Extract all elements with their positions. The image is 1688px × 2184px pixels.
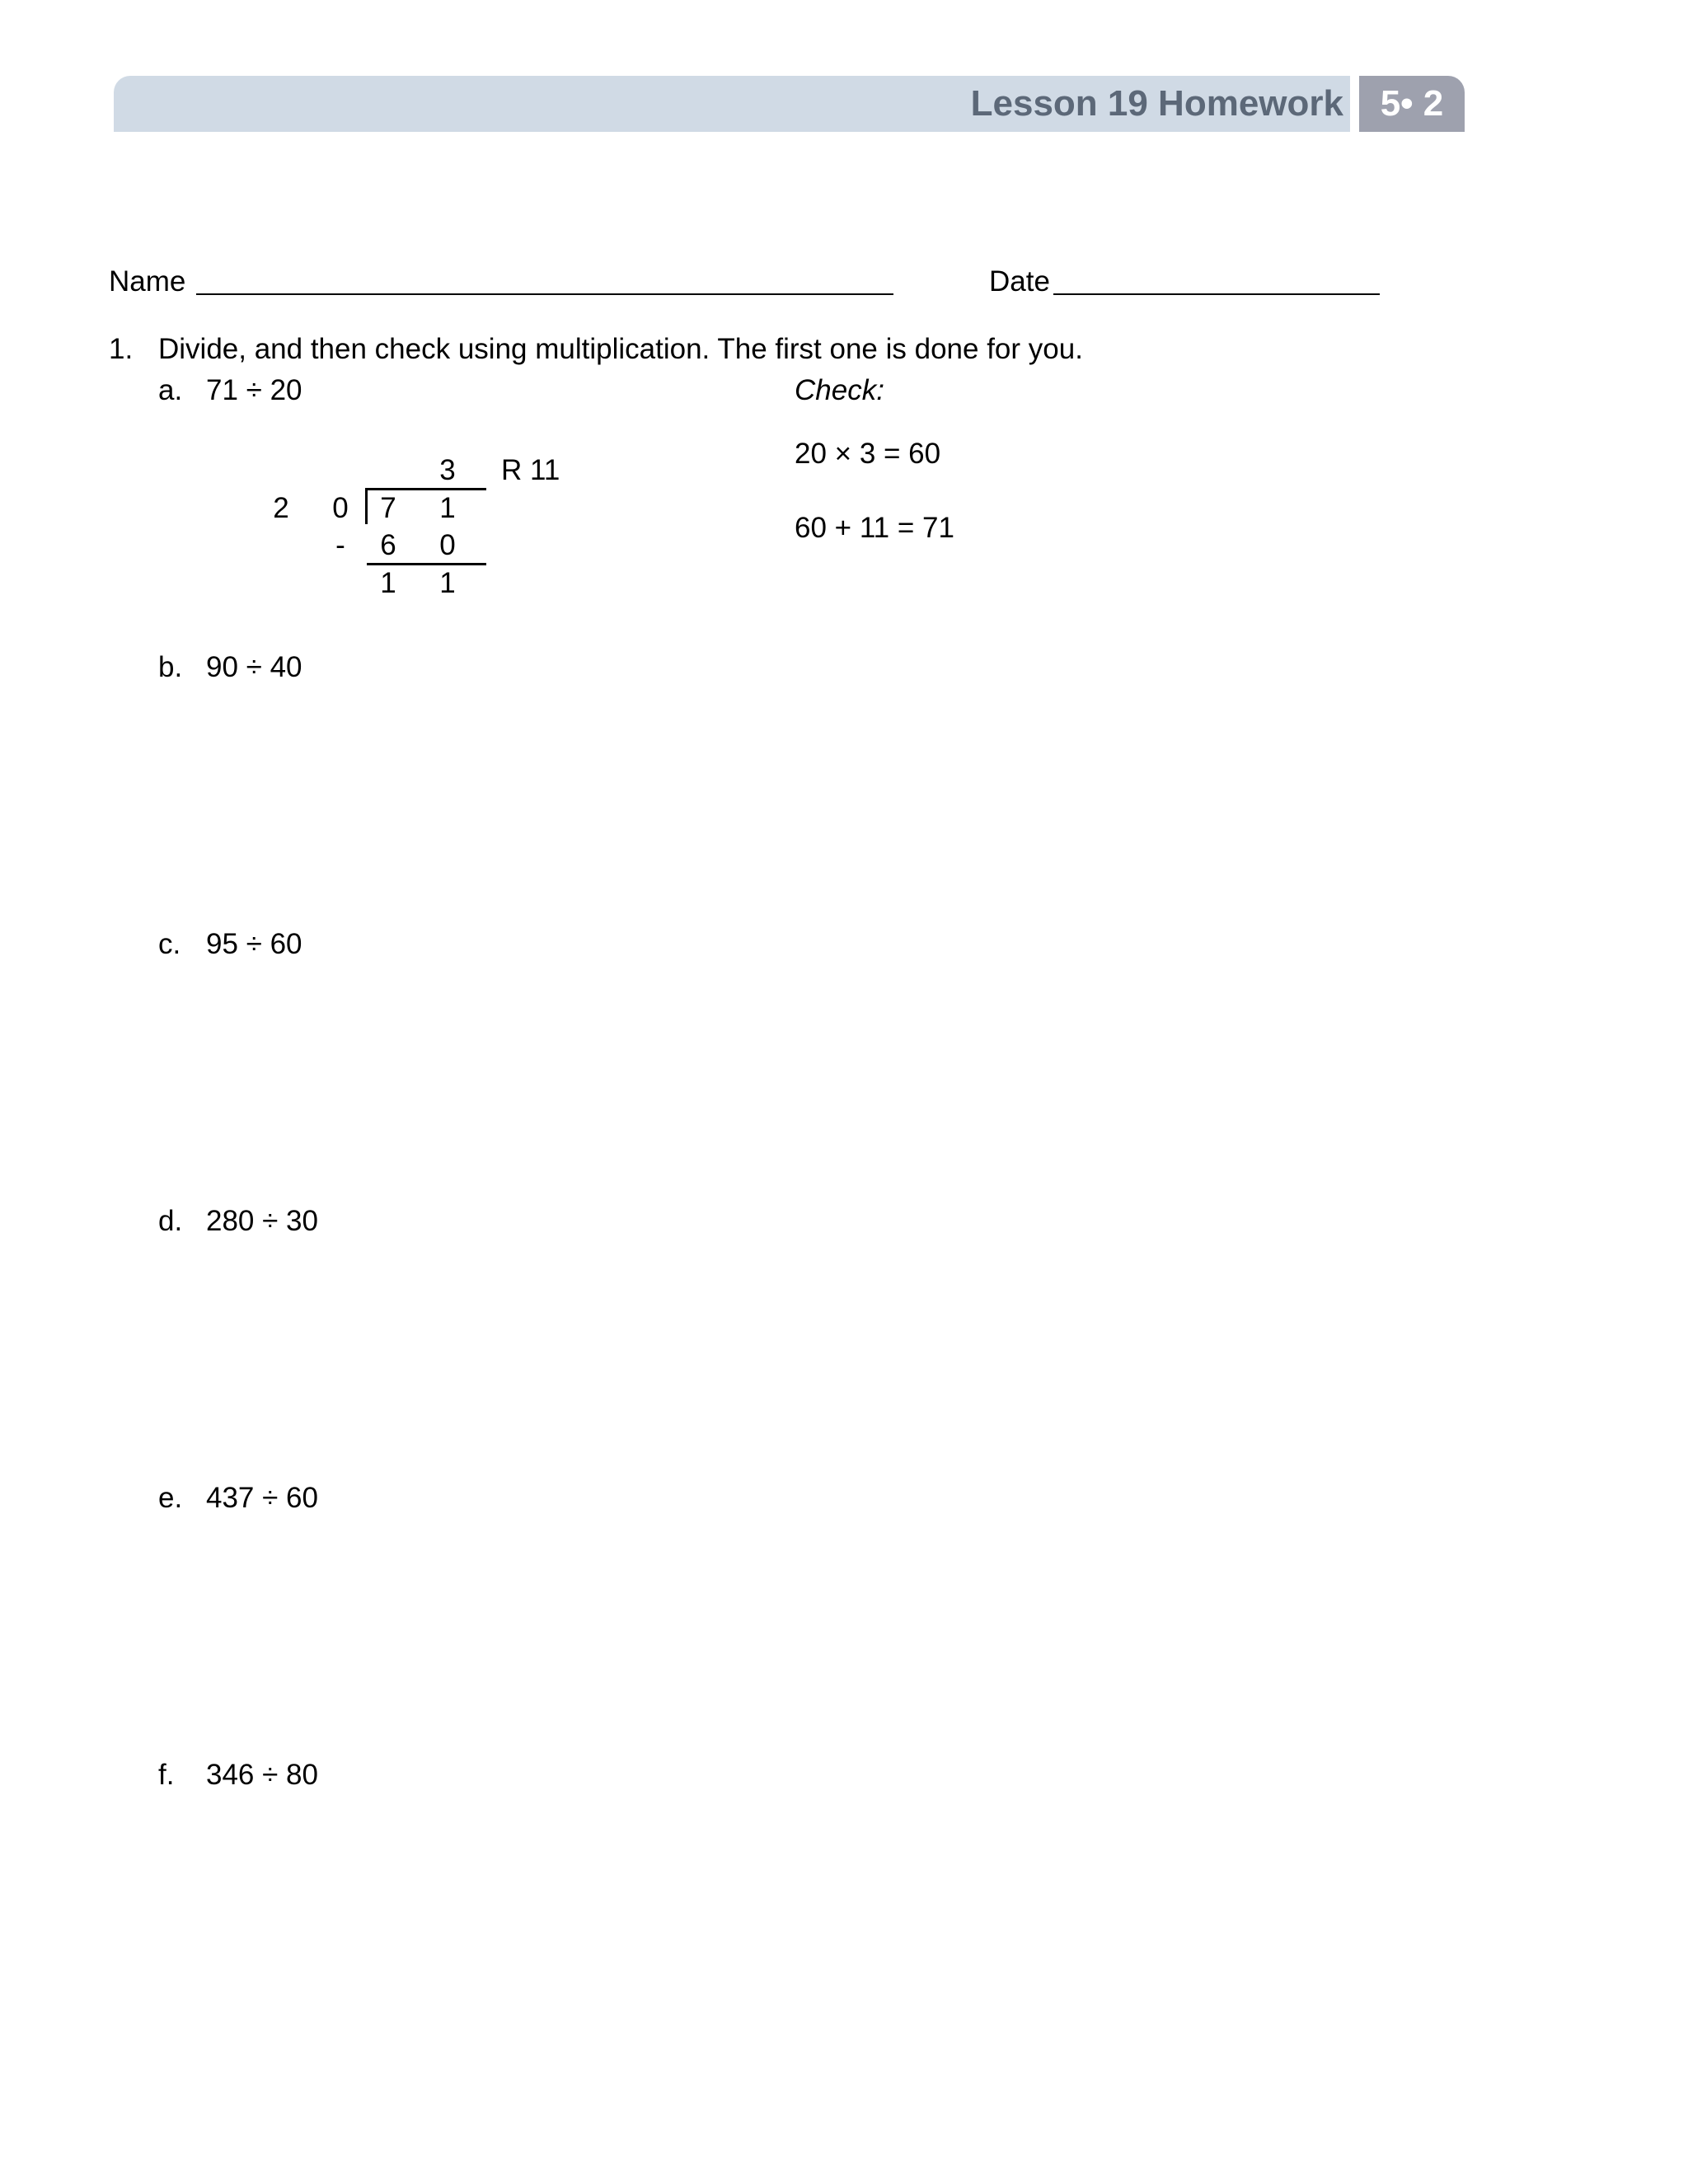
division-bracket (365, 488, 368, 524)
subtraction-bar (367, 563, 486, 565)
module-badge: 5• 2 (1359, 76, 1465, 132)
dividend-digit: 1 (439, 492, 456, 524)
remainder: R 11 (501, 454, 560, 486)
divisor-digit: 0 (332, 492, 349, 524)
part-letter: f. (158, 1759, 175, 1791)
part-letter: a. (158, 374, 183, 406)
name-label: Name (109, 265, 186, 298)
quotient-bar (367, 488, 486, 490)
dividend-digit: 7 (380, 492, 396, 524)
part-expression: 71 ÷ 20 (206, 374, 302, 406)
minus-sign: - (335, 529, 345, 561)
part-letter: d. (158, 1205, 183, 1237)
part-expression: 95 ÷ 60 (206, 928, 302, 960)
part-expression: 90 ÷ 40 (206, 651, 302, 683)
part-letter: e. (158, 1482, 183, 1514)
check-line-2: 60 + 11 = 71 (795, 512, 954, 544)
difference-digit: 1 (439, 567, 456, 599)
check-label: Check: (795, 374, 884, 406)
question-instruction: Divide, and then check using multiplication. The first one is done for you. (158, 333, 1083, 365)
question-number: 1. (109, 333, 134, 365)
divisor-digit: 2 (273, 492, 289, 524)
subtrahend-digit: 0 (439, 529, 456, 561)
name-field[interactable] (196, 293, 893, 295)
part-expression: 437 ÷ 60 (206, 1482, 318, 1514)
subtrahend-digit: 6 (380, 529, 396, 561)
quotient-digit: 3 (439, 454, 456, 486)
part-letter: b. (158, 651, 183, 683)
lesson-title: Lesson 19 Homework (970, 83, 1343, 124)
difference-digit: 1 (380, 567, 396, 599)
part-expression: 346 ÷ 80 (206, 1759, 318, 1791)
date-label: Date (989, 265, 1050, 298)
part-expression: 280 ÷ 30 (206, 1205, 318, 1237)
date-field[interactable] (1053, 293, 1380, 295)
check-line-1: 20 × 3 = 60 (795, 438, 941, 470)
part-letter: c. (158, 928, 181, 960)
